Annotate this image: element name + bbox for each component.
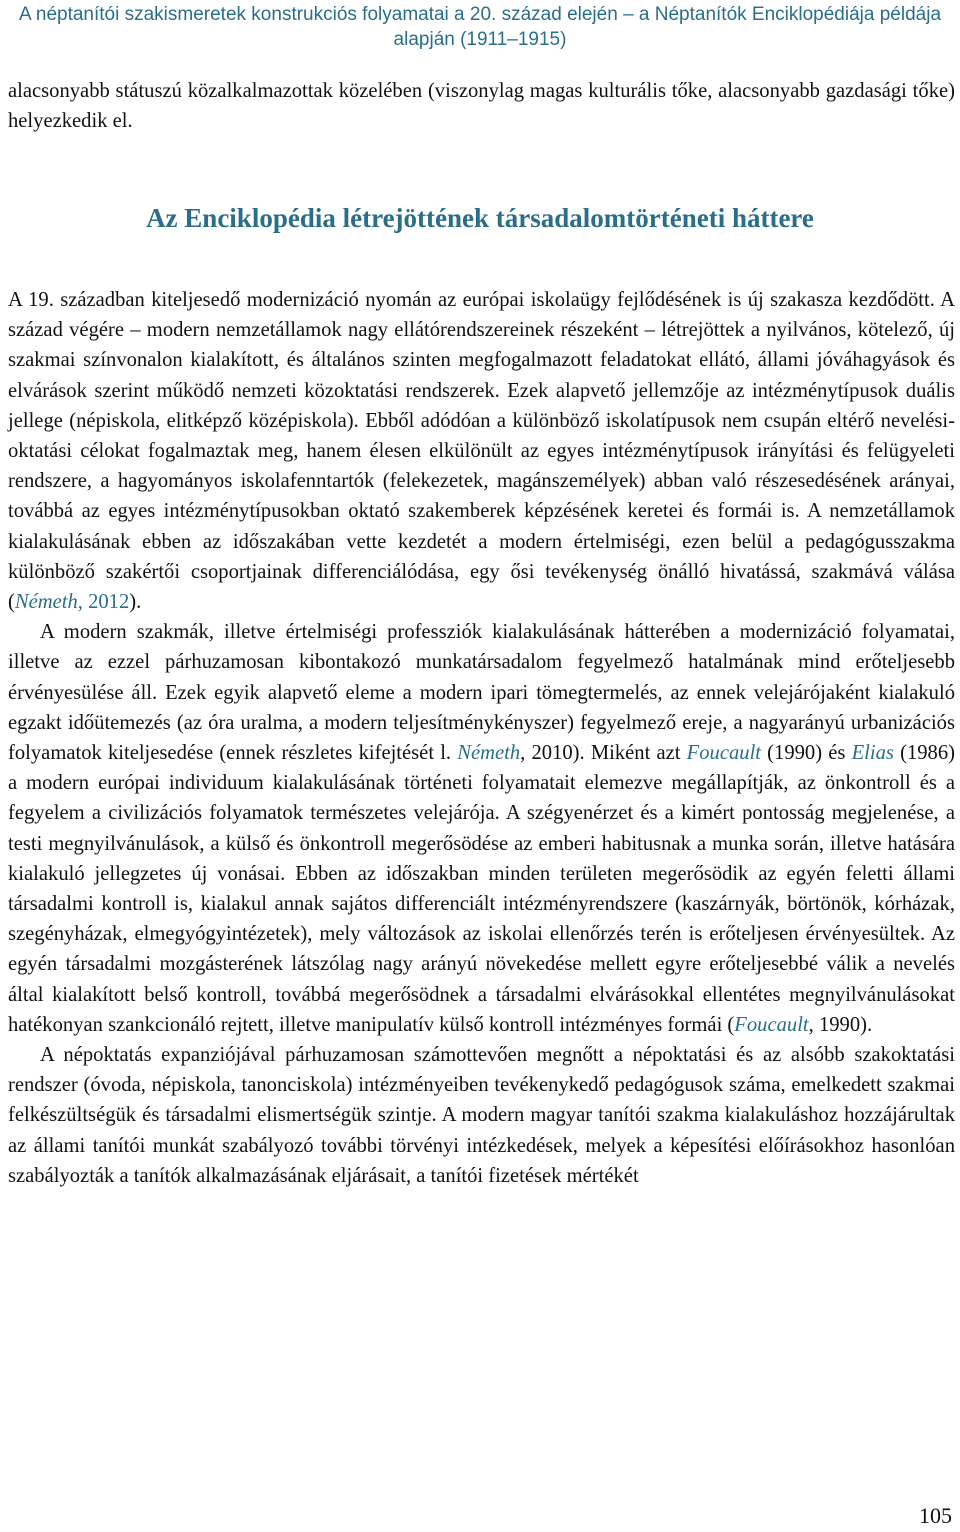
- intro-text-block: [8, 76, 955, 136]
- intro-paragraph: alacsonyabb státuszú közalkalmazottak közelében (viszonylag magas kulturális tőke, alacsonyabb gazdasági tőke) helyezkedik el.: [8, 80, 955, 133]
- main-text-block: [8, 285, 955, 1191]
- running-header: [0, 2, 960, 52]
- page-number: 105: [919, 1503, 952, 1528]
- citation-year: (1990): [761, 742, 823, 765]
- paragraph-2-text-a: A modern szakmák, illetve értelmiségi professziók kialakulásának hátterében a modernizáció folyamatai, illetve az ezzel párhuzamosan kibontakozó munkatársadalom fegyelmező hatalmának mind erőteljesebb érvényesülése áll. Ezek egyik alapvető eleme a modern ipari tömegtermelés, az ennek velejárójaként kialakuló egzakt időütemezés (az óra uralma, a modern teljesítménykényszer) fegyelmező ereje, a nagyarányú urbanizációs folyamatok kiteljesedése (ennek részletes kifejtését l.: [8, 621, 955, 765]
- citation-year: (1986): [893, 742, 955, 765]
- paragraph-2-text-e: ).: [860, 1013, 873, 1036]
- paragraph-2-text-b: ). Miként azt: [572, 742, 687, 765]
- citation-author: Németh: [14, 591, 78, 614]
- citation-author: Foucault: [686, 742, 762, 765]
- running-header-line-1: A néptanítói szakismeretek konstrukciós folyamatai a 20. század elején – a Néptanítók Enciklopédiája példája: [18, 4, 942, 25]
- citation-year: , 1990: [808, 1013, 861, 1036]
- citation-author: Foucault: [734, 1013, 809, 1036]
- citation-year: , 2010: [520, 742, 573, 765]
- paragraph-1: [8, 285, 955, 617]
- running-header-line-2: alapján (1911–1915): [393, 29, 567, 50]
- paragraph-2-text-c: és: [822, 742, 852, 765]
- paragraph-1-text-b: ).: [129, 591, 142, 614]
- paragraph-2-text-d: a modern európai individuum kialakulásának történeti folyamatait elemezve megállapítják, az önkontroll és a fegyelem a civilizációs folyamatok természetes velejárója. A szégyenérzet és a kimért pontosság megjelenése, a testi megnyilvánulások, a külső és önkontroll megerősödése az emberi habitusnak a munka során, illetve hatására kialakuló jellegzetes új vonásai. Ebben az időszakban minden területen megerősödik az egyén feletti állami társadalmi kontroll is, kialakul annak sajátos differenciált intézményrendszere (kaszárnyák, börtönök, kórházak, szegényházak, elmegyógyintézetek), mely változások az iskolai ellenőrzés terén is erőteljesen érvényesültek. Az egyén társadalmi mozgásterének látszólag nagy arányú növekedése mellett egyre erőteljesebbé válik a nevelés által kialakított belső kontroll, továbbá megerősödnek a társadalmi elvárásokkal ellentétes megnyilvánulásokat hatékonyan szankcionáló rejtett, illetve manipulatív külső kontroll intézményes formái (: [8, 772, 955, 1036]
- citation-author: Elias: [851, 742, 894, 765]
- citation-author: Németh: [457, 742, 521, 765]
- paragraph-1-text-a: A 19. században kiteljesedő modernizáció nyomán az európai iskolaügy fejlődésének is új szakasza kezdődött. A század végére – modern nemzetállamok nagy ellátórendszereinek részeként – létrejöttek a nyilvános, kötelező, új szakmai színvonalon kialakított, és általános szinten megfogalmazott feladatokat ellátó, állami jóváhagyások és elvárások szerint működő nemzeti közoktatási rendszerek. Ezek alapvető jellemzője az intézménytípusok duális jellege (népiskola, elitképző középiskola). Ebből adódóan a különböző iskolatípusok nem csupán eltérő nevelési-oktatási célokat fogalmaztak meg, hanem élesen elkülönült az egyes intézménytípusok irányítási és felügyeleti rendszere, a hagyományos iskolafenntartók (felekezetek, magánszemélyek) abban való részesedésének arányai, továbbá az egyes intézménytípusokban oktató szakemberek képzésének keretei és formái is. A nemzetállamok kialakulásának ebben az időszakában vette kezdetét a modern értelmiségi, ezen belül a pedagógusszakma különböző szakértői csoportjainak differenciálódása, egy ősi tevékenység önálló hivatássá, szakmává válása (: [8, 289, 955, 614]
- citation-year: , 2012: [77, 591, 130, 614]
- paragraph-3: A népoktatás expanziójával párhuzamosan számottevően megnőtt a népoktatási és az alsóbb szakoktatási rendszer (óvoda, népiskola, tanonciskola) intézményeiben tevékenykedő pedagógusok száma, emelkedett szakmai felkészültségük és társadalmi elismertségük szintje. A modern magyar tanítói szakma kialakuláshoz hozzájárultak az állami tanítói munkát szabályozó további törvényi intézkedések, melyek a képesítési előírásokhoz hasonlóan szabályozták a tanítók alkalmazásának eljárásait, a tanítói fizetések mértékét: [8, 1044, 955, 1187]
- section-heading: Az Enciklopédia létrejöttének társadalomtörténeti háttere: [146, 203, 814, 233]
- paragraph-2: [8, 617, 955, 1040]
